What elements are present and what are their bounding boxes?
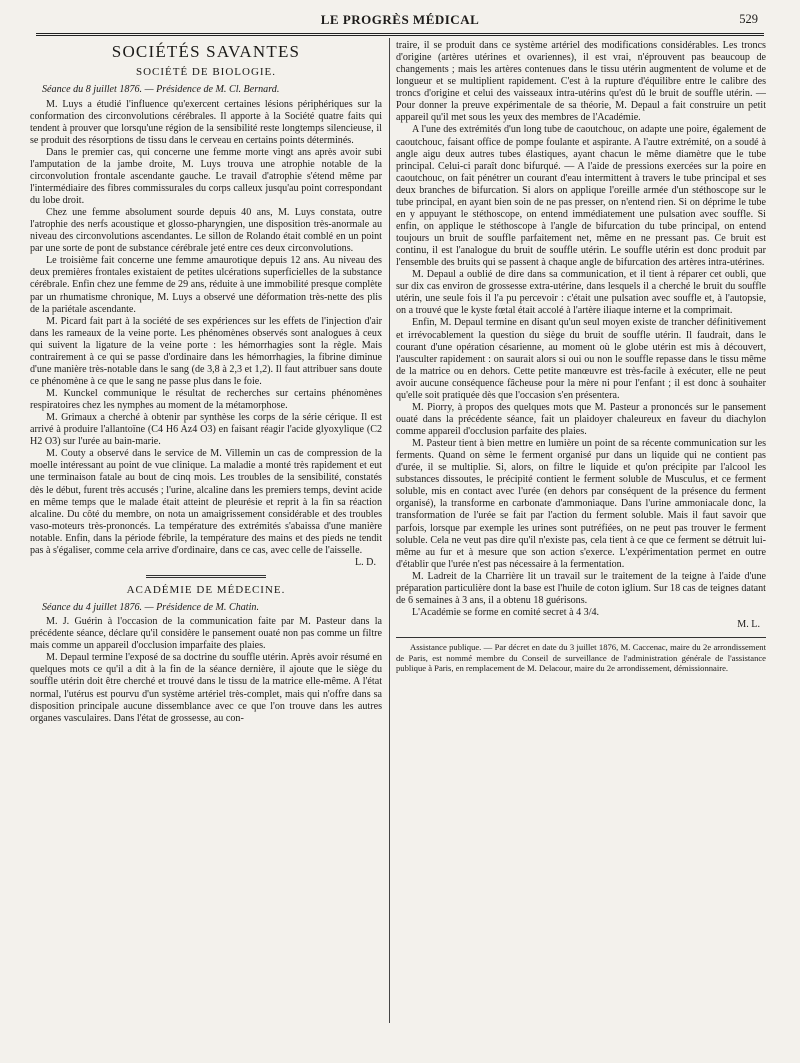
paragraph: M. Pasteur tient à bien mettre en lumière un point de sa récente communication sur les ferments. Quand on sème le ferment organisé pur dans un liquide qui ne contient pas d'urée, il se multiplie. Si, alors, on filtre le liquide et qu'on précipite par l'alcool les substances dissoutes, le précipité contient le ferment soluble de Musculus, et ce ferment soluble, mis en contact avec l'urée (en dehors par conséquent de la présence du ferment organisé), la transforme en carbonate d'ammoniaque. Dans l'urine ammoniacale donc, la transformation de l'urée se fait par l'action du ferment soluble. Mais il faut savoir que parfois, lorsque par exemple les urines sont putréfiées, on ne peut pas trouver le ferment soluble. Cela ne veut pas dire qu'il n'existe pas, cela tient à ce que ce ferment se détruit lui-même au fur et à mesure que son action s'exerce. L'expérimentation permet en outre d'établir que l'urée n'est pas nécessaire à la fermentation.: [396, 438, 766, 570]
footnote-rule: [396, 637, 766, 638]
paragraph: M. Depaul a oublié de dire dans sa communication, et il tient à réparer cet oubli, que sur dix cas environ de grossesse extra-utérine, dans lesquels il a cherché le bruit du souffle utérin, une seule fois il l'a pu percevoir : c'était une pulsation avec souffle et, à l'autopsie, on a trouvé que le kyste fœtal était accolé à l'artère iliaque interne et la comprimait.: [396, 269, 766, 317]
page-number: 529: [739, 12, 758, 26]
paragraph: M. Kunckel communique le résultat de recherches sur certains phénomènes respiratoires chez les nymphes au moment de la métamorphose.: [30, 388, 382, 412]
session-line: Séance du 8 juillet 1876. — Présidence de M. Cl. Bernard.: [42, 84, 280, 96]
paragraph: Chez une femme absolument sourde depuis 40 ans, M. Luys constata, outre l'atrophie des nerfs acoustique et glosso-pharyngien, une disposition très-anormale au niveau des circonvolutions ascendantes. Le sillon de Rolando était comblé en un point par une sorte de pont de substance cérébrale jeté entre ces deux circonvolutions.: [30, 207, 382, 255]
column-divider: [389, 38, 390, 1023]
running-head: [36, 10, 764, 32]
section-title: SOCIÉTÉS SAVANTES: [111, 42, 301, 61]
paragraph: M. Piorry, à propos des quelques mots que M. Pasteur a prononcés sur le pansement ouaté dans la précédente séance, fait un plaidoyer chaleureux en faveur du diachylon comme appareil d'occlusion parfaite des plaies.: [396, 401, 766, 437]
paragraph: M. Couty a observé dans le service de M. Villemin un cas de compression de la moelle intéressant au point de vue clinique. La maladie a monté très rapidement et eut une terminaison fatale au bout de cinq mois. Les troubles de la sensibilité, constatés dès le début, furent très accusés ; l'urine, alcaline dans les premiers temps, devint acide en même temps que le malade était atteint de pleurésie et reprit à la fin sa réaction alcaline. Du côté du membre, on nota un amaigrissement considérable et des troubles vaso-moteurs très-prononcés. La température des extrémités s'abaissa d'une manière notable. Enfin, dans la période fébrile, la température des mains et des pieds ne tendit pas à s'égaliser, comme cela arrive d'ordinaire, dans ce cas, avec celle de l'aisselle.: [30, 448, 382, 556]
footnote: Assistance publique. — Par décret en date du 3 juillet 1876, M. Caccenac, maire du 2e arrondissement de Paris, est nommé membre du Conseil de surveillance de l'administration générale de l'assistance publique à Paris, en remplacement de M. Delacour, maire du 2e arrondissement, démissionnaire.: [396, 642, 766, 674]
paragraph: M. Picard fait part à la société de ses expériences sur les effets de l'injection d'air dans les rameaux de la veine porte. Les phénomènes observés sont analogues à ceux qui suivent la ligature de la veine porte : les hémorrhagies sont la règle. Mais contrairement à ce qui se passe d'ordinaire dans les hémorrhagies, la fibrine diminue d'une manière très-notable dans le sang (de 3,8 à 2,3 et 1,2). Il faut attribuer sans doute ce phénomène à ce que le sang ne passe plus dans le foie.: [30, 315, 382, 387]
paragraph: A l'une des extrémités d'un long tube de caoutchouc, on adapte une poire, également de caoutchouc, faisant office de pompe foulante et aspirante. A l'autre extrémité, on a soudé à angle aigu deux autres tubes élastiques, ayant chacun le même diamètre que le tube principal. Celui-ci paraît donc bifurqué. — A l'aide de pressions exercées sur la poire en caoutchouc, on fait pénétrer un courant d'eau intermittent à travers le tube principal et ses deux branches de bifurcation. Si alors on applique l'oreille armée d'un stéthoscope sur le tube principal, en ayant bien soin de ne pas presser, on n'entend rien. Si on déprime le tube en y appuyant le stéthoscope, on entend immédiatement une pulsation avec souffle. Si enfin, on applique le stéthoscope à l'angle de bifurcation du tube principal, on entend toujours un bruit de souffle parfaitement net, même en ne pressant pas. Ce bruit est continu, il est l'analogue du bruit de souffle utérin. Le souffle utérin est donc produit par l'ensemble des bruits qui se passent à chaque angle de bifurcation des artères intra-utérines.: [396, 124, 766, 269]
section-rule: [146, 575, 266, 578]
journal-title: LE PROGRÈS MÉDICAL: [320, 12, 480, 27]
paragraph: M. Luys a étudié l'influence qu'exercent certaines lésions périphériques sur la conformation des circonvolutions cérébrales. Il apporte à la Société quatre faits qui tendent à prouver que lorsqu'une région de la sensibilité reste longtemps silencieuse, il se produit des résorptions de tissu dans le cerveau en certains points déterminés.: [30, 98, 382, 146]
paragraph: L'Académie se forme en comité secret à 4 3/4.: [412, 606, 600, 618]
signature: L. D.: [354, 556, 376, 568]
signature: M. L.: [737, 619, 760, 630]
society-title: SOCIÉTÉ DE BIOLOGIE.: [135, 66, 277, 79]
left-column: [30, 40, 382, 1043]
paragraph: Enfin, M. Depaul termine en disant qu'un seul moyen existe de trancher définitivement et irrévocablement la question du siège du bruit de souffle utérin. Il faudrait, dans le courant d'une opération césarienne, au moment où le globe utérin est mis à découvert, l'ausculter rapidement : on saurait alors si oui ou non le souffle repasse dans le tissu même de la matrice ou en dehors. Cette petite manœuvre est très-facile à exécuter, elle ne peut avoir aucune conséquence fâcheuse pour la mère ni pour l'enfant ; il est donc à souhaiter qu'elle soit pratiquée dès que l'occasion s'en présentera.: [396, 317, 766, 401]
paragraph: Dans le premier cas, qui concerne une femme morte vingt ans après avoir subi l'amputation de la jambe droite, M. Luys trouva une atrophie notable de la circonvolution frontale ascendante gauche. Le travail d'atrophie s'étend même par l'intermédiaire des fibres commissurales du corps calleux jusqu'au point correspondant du lobe droit.: [30, 146, 382, 207]
header-rule: [36, 33, 764, 36]
paragraph: M. J. Guérin à l'occasion de la communication faite par M. Pasteur dans la précédente séance, déclare qu'il considère le pansement ouaté non pas comme un filtre mais comme un appareil d'occlusion imparfaite des plaies.: [30, 616, 382, 652]
paragraph: M. Ladreit de la Charrière lit un travail sur le traitement de la teigne à l'aide d'une préparation particulière dont la base est l'huile de coton iglium. Sur 18 cas de teignes datant de 6 semaines à 3 ans, il a obtenu 18 guérisons.: [396, 570, 766, 606]
paragraph: Le troisième fait concerne une femme amaurotique depuis 12 ans. Au niveau des deux premières frontales existaient de petites ulcérations superficielles de la substance cérébrale. Enfin chez une femme de 29 ans, réduite à une immobilité presque complète par un rhumatisme chronique, M. Luys a observé une déformation très-nette des plis de la pariétale ascendante.: [30, 255, 382, 315]
academy-title: ACADÉMIE DE MÉDECINE.: [126, 583, 286, 596]
paragraph: M. Depaul termine l'exposé de sa doctrine du souffle utérin. Après avoir résumé en quelques mots ce qu'il a dit à la fin de la séance dernière, il ajoute que le siège du souffle utérin doit être cherché et trouvé dans le tissu de la matrice elle-même. A l'état normal, l'utérus est pourvu d'un système artériel très-complet, mais qui n'offre dans sa disposition principale aucune dissemblance avec ce que l'on trouve dans les autres organes vasculaires. Dans l'état de grossesse, au con-: [30, 652, 382, 724]
right-column: [396, 40, 766, 1043]
paragraph: M. Grimaux a cherché à obtenir par synthèse les corps de la série cérique. Il est arrivé à produire l'allantoïne (C4 H6 Az4 O3) en faisant réagir l'acide glyoxylique (C2 H2 O3) sur l'urée au bain-marie.: [30, 412, 382, 448]
session-line-academy: Séance du 4 juillet 1876. — Présidence de M. Chatin.: [42, 602, 259, 614]
paragraph: traire, il se produit dans ce système artériel des modifications considérables. Les troncs d'origine (artères utérines et ovariennes), il est vrai, n'éprouvent pas beaucoup de changements ; mais les artères contenues dans le tissu utérin augmentent de volume et de longueur et se multiplient rapidement. C'est à la rupture d'équilibre entre le calibre des troncs d'origine et celui des vaisseaux intra-utérins qu'est dû le bruit de souffle utérin. — Pour donner la preuve expérimentale de sa théorie, M. Depaul a fait construire un petit appareil qu'il met sous les yeux des membres de l'Académie.: [396, 40, 766, 124]
